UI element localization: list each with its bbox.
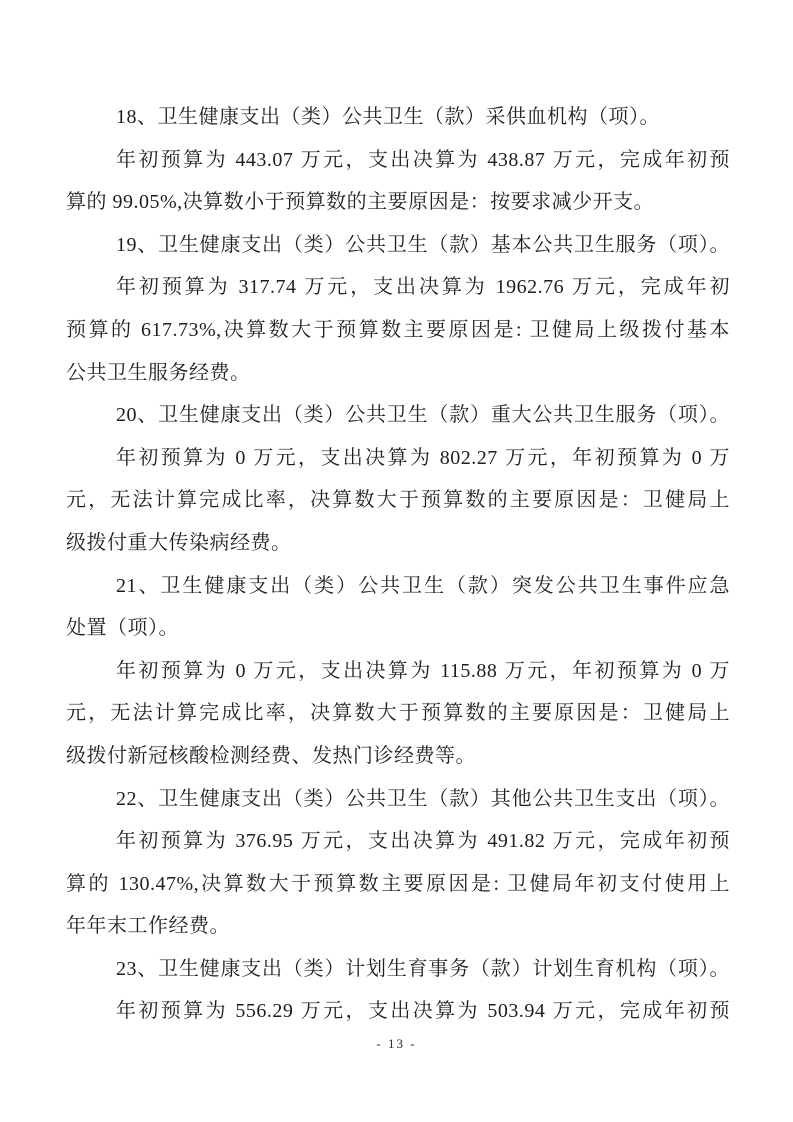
section-20-body-line-1: 年初预算为 0 万元，支出决算为 802.27 万元，年初预算为 0 万: [116, 446, 730, 469]
section-20-body-line-2: 元，无法计算完成比率，决算数大于预算数的主要原因是：卫健局上: [66, 489, 730, 512]
section-22-body-line-1: 年初预算为 376.95 万元，支出决算为 491.82 万元，完成年初预: [116, 830, 730, 853]
section-19-body-line-1: 年初预算为 317.74 万元，支出决算为 1962.76 万元，完成年初: [116, 276, 730, 299]
page-number: - 13 -: [376, 1036, 417, 1051]
section-19-body-line-3: 公共卫生服务经费。: [66, 361, 251, 384]
section-23-body-line-1: 年初预算为 556.29 万元，支出决算为 503.94 万元，完成年初预: [116, 1000, 730, 1023]
section-19-body-line-2: 预算的 617.73%,决算数大于预算数主要原因是: 卫健局上级拨付基本: [66, 318, 730, 341]
document-body: [66, 96, 730, 1033]
section-18-body-line-2: 算的 99.05%,决算数小于预算数的主要原因是：按要求减少开支。: [66, 191, 655, 214]
section-21-heading-line-1: 21、卫生健康支出（类）公共卫生（款）突发公共卫生事件应急: [116, 574, 730, 597]
section-21-heading-line-2: 处置（项）。: [66, 617, 179, 640]
section-20-heading: 20、卫生健康支出（类）公共卫生（款）重大公共卫生服务（项）。: [116, 404, 730, 427]
section-21-body-line-1: 年初预算为 0 万元，支出决算为 115.88 万元，年初预算为 0 万: [116, 659, 730, 682]
section-23-heading: 23、卫生健康支出（类）计划生育事务（款）计划生育机构（项）。: [116, 957, 730, 980]
section-22-heading: 22、卫生健康支出（类）公共卫生（款）其他公共卫生支出（项）。: [116, 787, 730, 810]
section-19-heading: 19、卫生健康支出（类）公共卫生（款）基本公共卫生服务（项）。: [116, 233, 730, 256]
section-20-body-line-3: 级拨付重大传染病经费。: [66, 531, 292, 554]
section-18-body-line-1: 年初预算为 443.07 万元，支出决算为 438.87 万元，完成年初预: [116, 148, 730, 171]
section-22-body-line-2: 算的 130.47%,决算数大于预算数主要原因是: 卫健局年初支付使用上: [66, 872, 730, 895]
section-18-heading: 18、卫生健康支出（类）公共卫生（款）采供血机构（项）。: [116, 106, 660, 128]
section-21-body-line-2: 元，无法计算完成比率，决算数大于预算数的主要原因是：卫健局上: [66, 702, 730, 725]
section-22-body-line-3: 年年末工作经费。: [66, 915, 230, 938]
section-21-body-line-3: 级拨付新冠核酸检测经费、发热门诊经费等。: [66, 744, 476, 767]
